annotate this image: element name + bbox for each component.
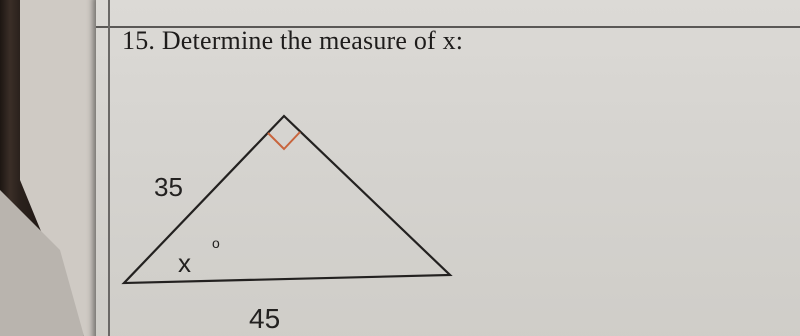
question-prompt: Determine the measure of x: bbox=[161, 26, 464, 55]
question-number: 15. bbox=[122, 26, 156, 55]
side-label-35: 35 bbox=[154, 172, 183, 202]
right-angle-marker bbox=[268, 132, 300, 149]
angle-label-x: x bbox=[178, 248, 191, 278]
degree-symbol: o bbox=[212, 235, 220, 251]
base-label-45: 45 bbox=[249, 303, 281, 334]
